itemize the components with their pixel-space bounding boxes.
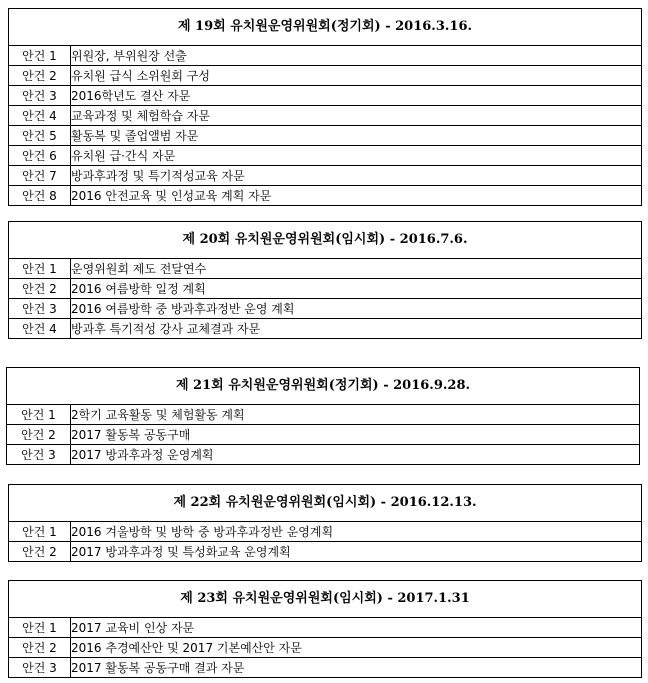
agenda-number: 안건 1 xyxy=(9,618,71,638)
agenda-description: 2016 안전교육 및 인성교육 계획 자문 xyxy=(71,186,642,206)
agenda-row xyxy=(9,658,642,678)
agenda-description: 유치원 급·간식 자문 xyxy=(71,146,642,166)
meeting-title: 제 21회 유치원운영위원회(정기회) - 2016.9.28. xyxy=(7,368,640,405)
meeting-table-21 xyxy=(6,367,640,465)
agenda-description: 유치원 급식 소위원회 구성 xyxy=(71,66,642,86)
agenda-row xyxy=(9,66,642,86)
agenda-row xyxy=(9,46,642,66)
agenda-number: 안건 2 xyxy=(9,638,71,658)
agenda-number: 안건 2 xyxy=(9,542,71,562)
agenda-number: 안건 7 xyxy=(9,166,71,186)
agenda-row xyxy=(9,146,642,166)
agenda-description: 2학기 교육활동 및 체험활동 계획 xyxy=(71,405,640,425)
meeting-title: 제 20회 유치원운영위원회(임시회) - 2016.7.6. xyxy=(9,222,642,259)
agenda-description: 2017 활동복 공동구매 결과 자문 xyxy=(71,658,642,678)
agenda-row xyxy=(9,166,642,186)
agenda-description: 교육과정 및 체험학습 자문 xyxy=(71,106,642,126)
agenda-row xyxy=(9,279,642,299)
agenda-number: 안건 2 xyxy=(7,425,71,445)
agenda-row xyxy=(9,319,642,339)
agenda-row xyxy=(9,259,642,279)
agenda-description: 2016학년도 결산 자문 xyxy=(71,86,642,106)
agenda-number: 안건 4 xyxy=(9,319,71,339)
agenda-row xyxy=(9,618,642,638)
agenda-row xyxy=(7,445,640,465)
agenda-description: 방과후 특기적성 강사 교체결과 자문 xyxy=(71,319,642,339)
agenda-number: 안건 1 xyxy=(9,259,71,279)
agenda-number: 안건 8 xyxy=(9,186,71,206)
agenda-number: 안건 3 xyxy=(7,445,71,465)
agenda-number: 안건 5 xyxy=(9,126,71,146)
agenda-number: 안건 3 xyxy=(9,658,71,678)
agenda-description: 2016 여름방학 일정 계획 xyxy=(71,279,642,299)
agenda-number: 안건 1 xyxy=(9,46,71,66)
meeting-table-23 xyxy=(8,580,642,678)
meeting-title: 제 22회 유치원운영위원회(임시회) - 2016.12.13. xyxy=(9,485,642,522)
agenda-row xyxy=(9,186,642,206)
agenda-description: 2017 방과후과정 운영계획 xyxy=(71,445,640,465)
agenda-description: 2016 겨울방학 및 방학 중 방과후과정반 운영계획 xyxy=(71,522,642,542)
meeting-table-22 xyxy=(8,484,642,562)
agenda-description: 2017 방과후과정 및 특성화교육 운영계획 xyxy=(71,542,642,562)
agenda-row xyxy=(7,425,640,445)
agenda-description: 활동복 및 졸업앨범 자문 xyxy=(71,126,642,146)
agenda-row xyxy=(9,522,642,542)
agenda-row xyxy=(9,299,642,319)
agenda-row xyxy=(9,542,642,562)
agenda-description: 방과후과정 및 특기적성교육 자문 xyxy=(71,166,642,186)
agenda-number: 안건 3 xyxy=(9,86,71,106)
agenda-description: 운영위원회 제도 전달연수 xyxy=(71,259,642,279)
agenda-description: 2016 추경예산안 및 2017 기본예산안 자문 xyxy=(71,638,642,658)
agenda-description: 2016 여름방학 중 방과후과정반 운영 계획 xyxy=(71,299,642,319)
meeting-title: 제 19회 유치원운영위원회(정기회) - 2016.3.16. xyxy=(9,9,642,46)
agenda-row xyxy=(9,86,642,106)
agenda-number: 안건 1 xyxy=(9,522,71,542)
agenda-description: 위원장, 부위원장 선출 xyxy=(71,46,642,66)
meeting-title: 제 23회 유치원운영위원회(임시회) - 2017.1.31 xyxy=(9,581,642,618)
agenda-number: 안건 6 xyxy=(9,146,71,166)
agenda-row xyxy=(9,126,642,146)
meeting-table-19 xyxy=(8,8,642,206)
agenda-number: 안건 2 xyxy=(9,279,71,299)
agenda-number: 안건 3 xyxy=(9,299,71,319)
agenda-row xyxy=(9,638,642,658)
agenda-number: 안건 4 xyxy=(9,106,71,126)
agenda-number: 안건 1 xyxy=(7,405,71,425)
agenda-row xyxy=(9,106,642,126)
meeting-table-20 xyxy=(8,221,642,339)
agenda-row xyxy=(7,405,640,425)
agenda-description: 2017 교육비 인상 자문 xyxy=(71,618,642,638)
agenda-description: 2017 활동복 공동구매 xyxy=(71,425,640,445)
agenda-number: 안건 2 xyxy=(9,66,71,86)
